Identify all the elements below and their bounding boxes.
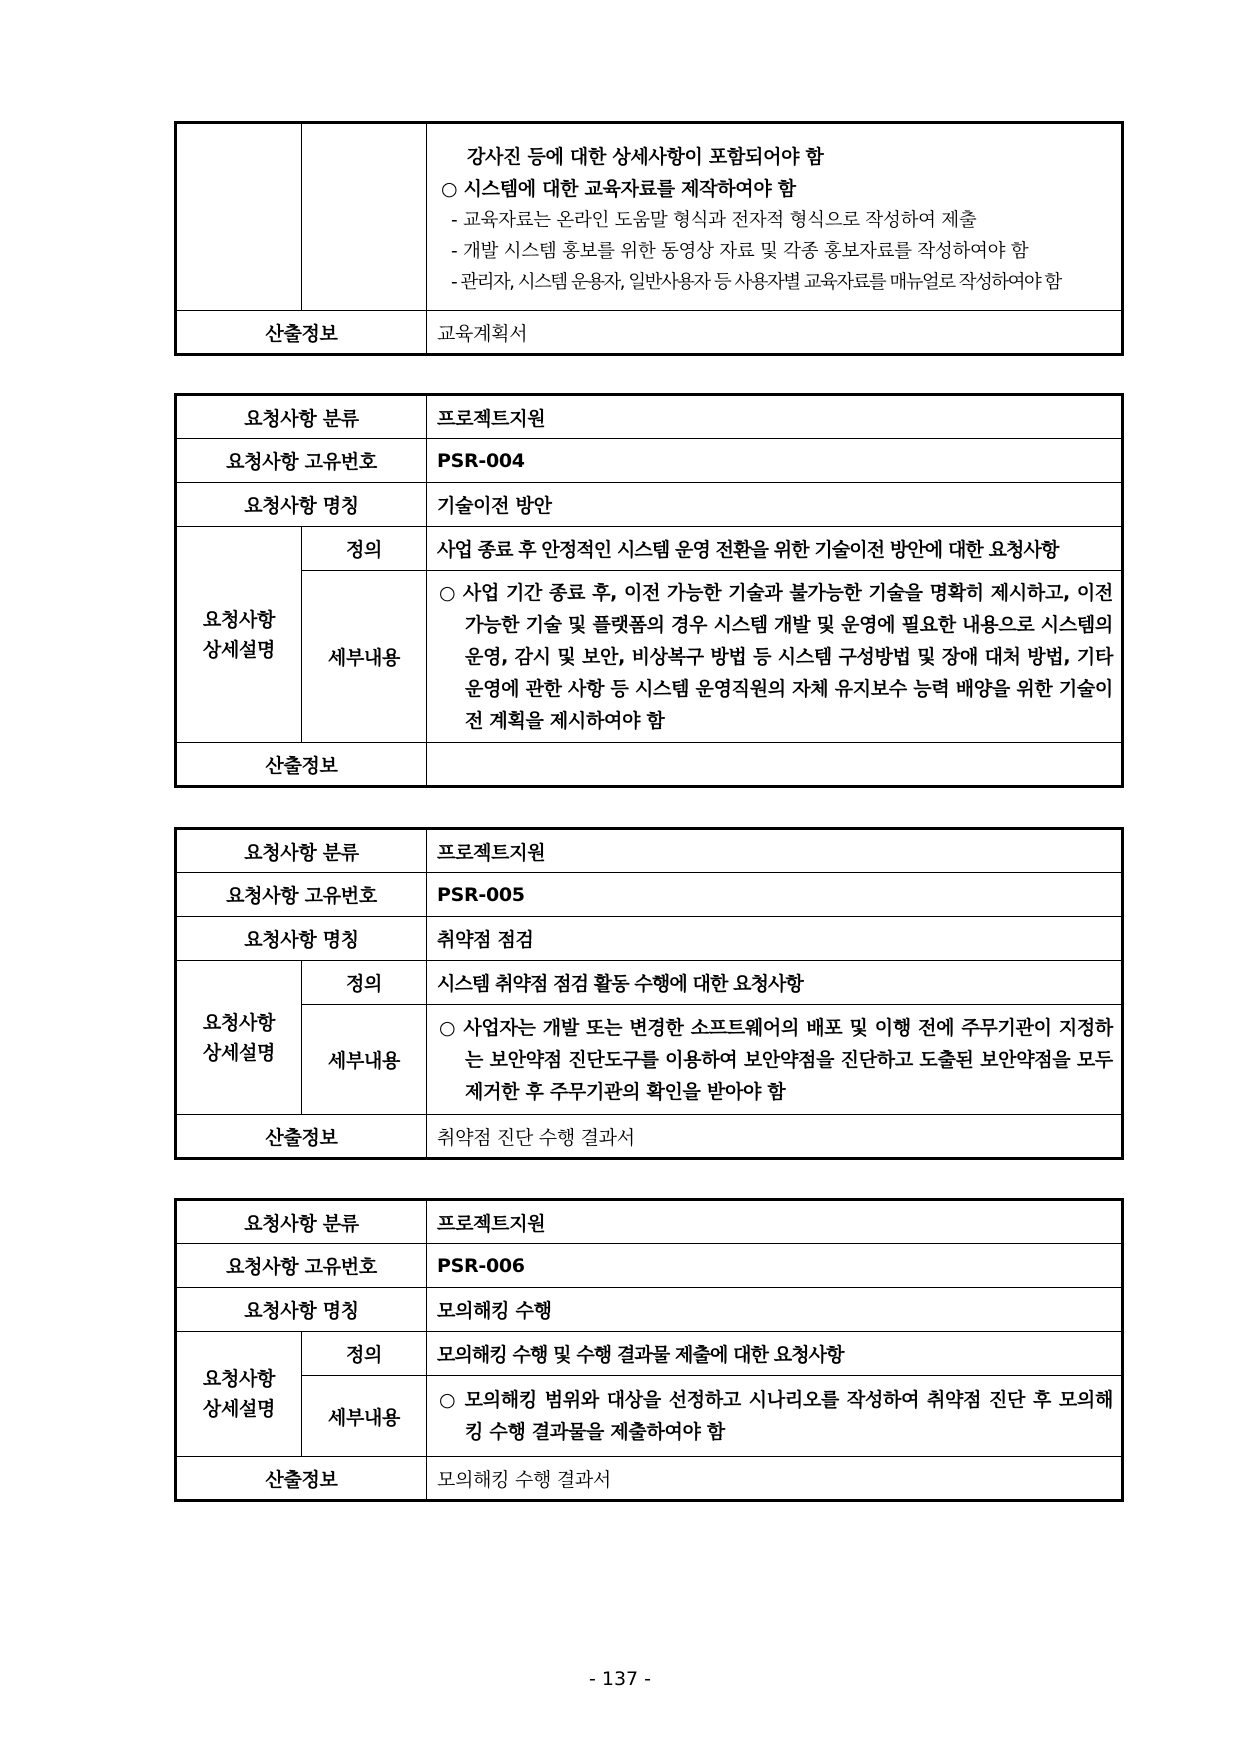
requirement-table <box>174 1198 1124 1502</box>
output-value: 교육계획서 <box>427 311 1123 355</box>
details-label: 세부내용 <box>302 1005 427 1115</box>
category-label: 요청사항 분류 <box>176 395 427 439</box>
category-label: 요청사항 분류 <box>176 1200 427 1244</box>
definition-value: 모의해킹 수행 및 수행 결과물 제출에 대한 요청사항 <box>427 1332 1123 1376</box>
category-value: 프로젝트지원 <box>427 395 1123 439</box>
output-value: 취약점 진단 수행 결과서 <box>427 1115 1123 1159</box>
id-label: 요청사항 고유번호 <box>176 1244 427 1288</box>
name-label: 요청사항 명칭 <box>176 1288 427 1332</box>
id-label: 요청사항 고유번호 <box>176 873 427 917</box>
continued-content <box>427 123 1123 311</box>
content-line: - 관리자, 시스템 운용자, 일반사용자 등 사용자별 교육자료를 매뉴얼로 작성하여야 함 <box>451 271 1061 293</box>
content-line: - 교육자료는 온라인 도움말 형식과 전자적 형식으로 작성하여 제출 <box>451 209 977 231</box>
details-text: ○ 모의해킹 범위와 대상을 선정하고 시나리오를 작성하여 취약점 진단 후 모의해킹 수행 결과물을 제출하여야 함 <box>439 1389 1113 1443</box>
detail-label: 요청사항 상세설명 <box>176 527 302 743</box>
empty-cell <box>302 123 427 311</box>
output-label: 산출정보 <box>176 743 427 787</box>
definition-label: 정의 <box>302 1332 427 1376</box>
name-label: 요청사항 명칭 <box>176 917 427 961</box>
output-value <box>427 743 1123 787</box>
content-line: ○ 시스템에 대한 교육자료를 제작하여야 함 <box>441 177 796 200</box>
category-value: 프로젝트지원 <box>427 1200 1123 1244</box>
content-line: 강사진 등에 대한 상세사항이 포함되어야 함 <box>467 145 824 168</box>
definition-value: 사업 종료 후 안정적인 시스템 운영 전환을 위한 기술이전 방안에 대한 요청사항 <box>427 527 1123 571</box>
id-value: PSR-005 <box>427 873 1123 917</box>
definition-label: 정의 <box>302 527 427 571</box>
detail-label: 요청사항 상세설명 <box>176 961 302 1115</box>
content-line: - 개발 시스템 홍보를 위한 동영상 자료 및 각종 홍보자료를 작성하여야 함 <box>451 240 1029 262</box>
name-value: 기술이전 방안 <box>427 483 1123 527</box>
requirement-table <box>174 827 1124 1160</box>
details-text: ○ 사업 기간 종료 후, 이전 가능한 기술과 불가능한 기술을 명확히 제시하고, 이전 가능한 기술 및 플랫폼의 경우 시스템 개발 및 운영에 필요한 내용으로 시스템의 운영, 감시 및 보안, 비상복구 방법 등 시스템 구성방법 및 장애 대처 방법, 기타 운영에 관한 사항 등 시스템 운영직원의 자체 유지보수 능력 배양을 위한 기술이전 계획을 제시하여야 함 <box>439 581 1113 732</box>
output-label: 산출정보 <box>176 311 427 355</box>
page-number: - 137 - <box>588 1668 652 1690</box>
details-value <box>427 1376 1123 1457</box>
detail-label: 요청사항 상세설명 <box>176 1332 302 1457</box>
category-label: 요청사항 분류 <box>176 829 427 873</box>
name-value: 취약점 점검 <box>427 917 1123 961</box>
output-label: 산출정보 <box>176 1457 427 1501</box>
output-label: 산출정보 <box>176 1115 427 1159</box>
category-value: 프로젝트지원 <box>427 829 1123 873</box>
id-value: PSR-004 <box>427 439 1123 483</box>
details-value <box>427 1005 1123 1115</box>
output-value: 모의해킹 수행 결과서 <box>427 1457 1123 1501</box>
name-label: 요청사항 명칭 <box>176 483 427 527</box>
details-label: 세부내용 <box>302 571 427 743</box>
definition-value: 시스템 취약점 점검 활동 수행에 대한 요청사항 <box>427 961 1123 1005</box>
name-value: 모의해킹 수행 <box>427 1288 1123 1332</box>
id-value: PSR-006 <box>427 1244 1123 1288</box>
empty-cell <box>176 123 302 311</box>
details-text: ○ 사업자는 개발 또는 변경한 소프트웨어의 배포 및 이행 전에 주무기관이 지정하는 보안약점 진단도구를 이용하여 보안약점을 진단하고 도출된 보안약점을 모두 제거한 후 주무기관의 확인을 받아야 함 <box>439 1016 1113 1103</box>
continued-table <box>174 121 1124 356</box>
details-value <box>427 571 1123 743</box>
details-label: 세부내용 <box>302 1376 427 1457</box>
definition-label: 정의 <box>302 961 427 1005</box>
requirement-table <box>174 393 1124 788</box>
id-label: 요청사항 고유번호 <box>176 439 427 483</box>
